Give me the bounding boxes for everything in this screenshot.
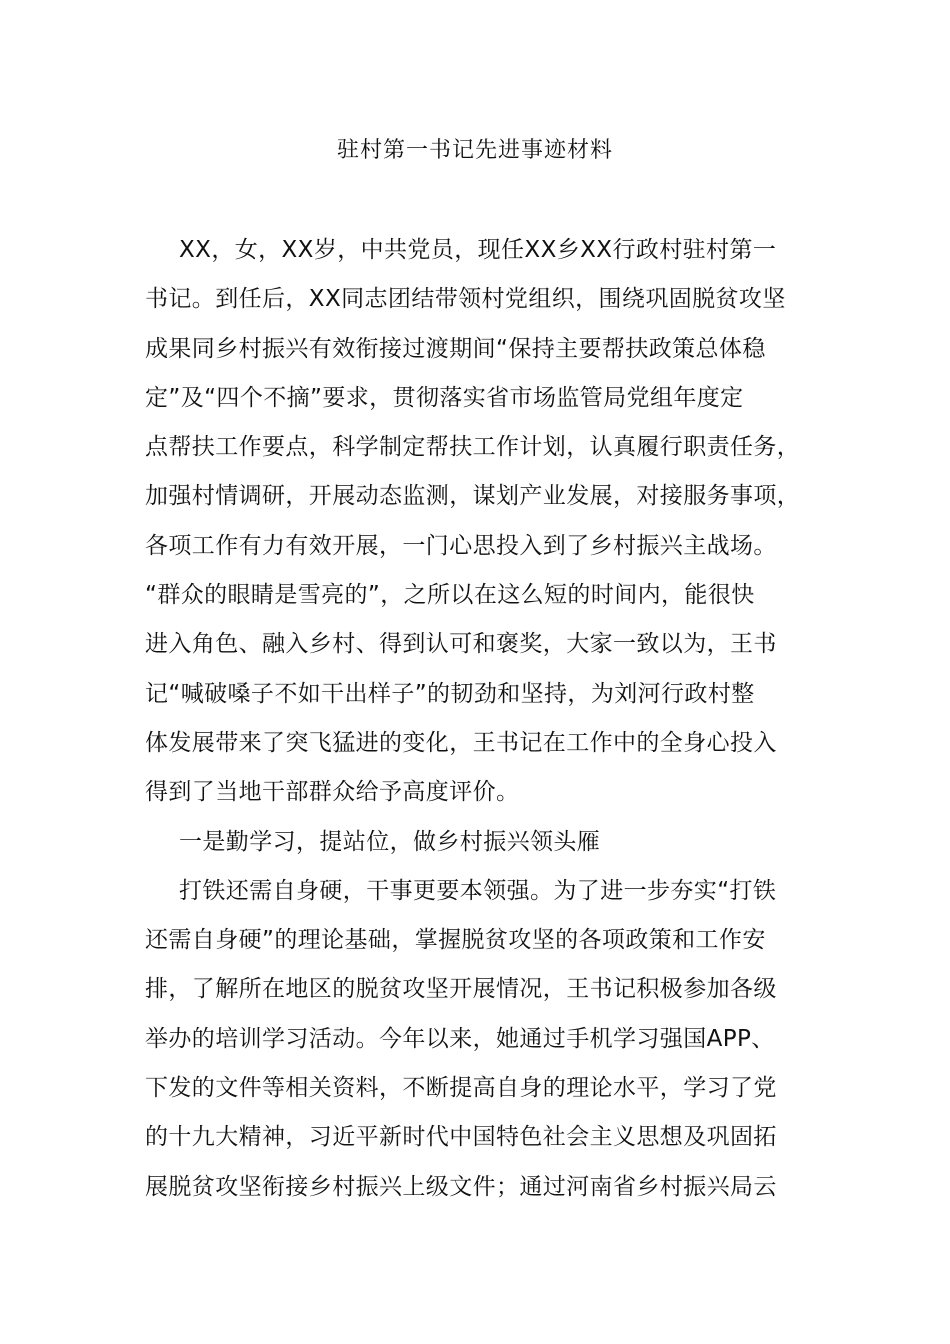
paragraph-line: 成果同乡村振兴有效衔接过渡期间“保持主要帮扶政策总体稳 <box>145 335 766 362</box>
paragraph-line: 得到了当地干部群众给予高度评价。 <box>145 779 520 806</box>
paragraph-line: 定”及“四个不摘”要求，贯彻落实省市场监管局党组年度定 <box>145 384 744 411</box>
paragraph-line: XX，女，XX岁，中共党员，现任XX乡XX行政村驻村第一 <box>179 237 777 263</box>
section-heading: 一是勤学习，提站位，做乡村振兴领头雁 <box>179 828 601 855</box>
paragraph-line: 进入角色、融入乡村、得到认可和褒奖，大家一致以为，王书 <box>145 631 777 658</box>
paragraph-line: “群众的眼睛是雪亮的”，之所以在这么短的时间内，能很快 <box>145 582 755 609</box>
paragraph-line: 体发展带来了突飞猛进的变化，王书记在工作中的全身心投入 <box>145 729 777 756</box>
paragraph-line: 展脱贫攻坚衔接乡村振兴上级文件；通过河南省乡村振兴局云 <box>145 1173 777 1200</box>
paragraph-line: 点帮扶工作要点，科学制定帮扶工作计划，认真履行职责任务， <box>145 434 801 461</box>
paragraph-line: 书记。到任后，XX同志团结带领村党组织，围绕巩固脱贫攻坚 <box>145 286 786 313</box>
paragraph-line: 下发的文件等相关资料，不断提高自身的理论水平，学习了党 <box>145 1075 777 1102</box>
paragraph-line: 还需自身硬”的理论基础，掌握脱贫攻坚的各项政策和工作安 <box>145 927 766 954</box>
paragraph-line: 加强村情调研，开展动态监测，谋划产业发展，对接服务事项， <box>145 483 801 510</box>
document-title: 驻村第一书记先进事迹材料 <box>336 138 613 163</box>
paragraph-line: 各项工作有力有效开展，一门心思投入到了乡村振兴主战场。 <box>145 532 777 559</box>
paragraph-line: 记“喊破嗓子不如干出样子”的韧劲和坚持，为刘河行政村整 <box>145 680 755 707</box>
paragraph-line: 打铁还需自身硬，干事更要本领强。为了进一步夯实“打铁 <box>179 877 777 904</box>
paragraph-line: 的十九大精神，习近平新时代中国特色社会主义思想及巩固拓 <box>145 1124 777 1151</box>
paragraph-line: 排，了解所在地区的脱贫攻坚开展情况，王书记积极参加各级 <box>145 976 777 1003</box>
paragraph-line: 举办的培训学习活动。今年以来，她通过手机学习强国APP、 <box>145 1025 775 1052</box>
document-body <box>145 226 825 1212</box>
